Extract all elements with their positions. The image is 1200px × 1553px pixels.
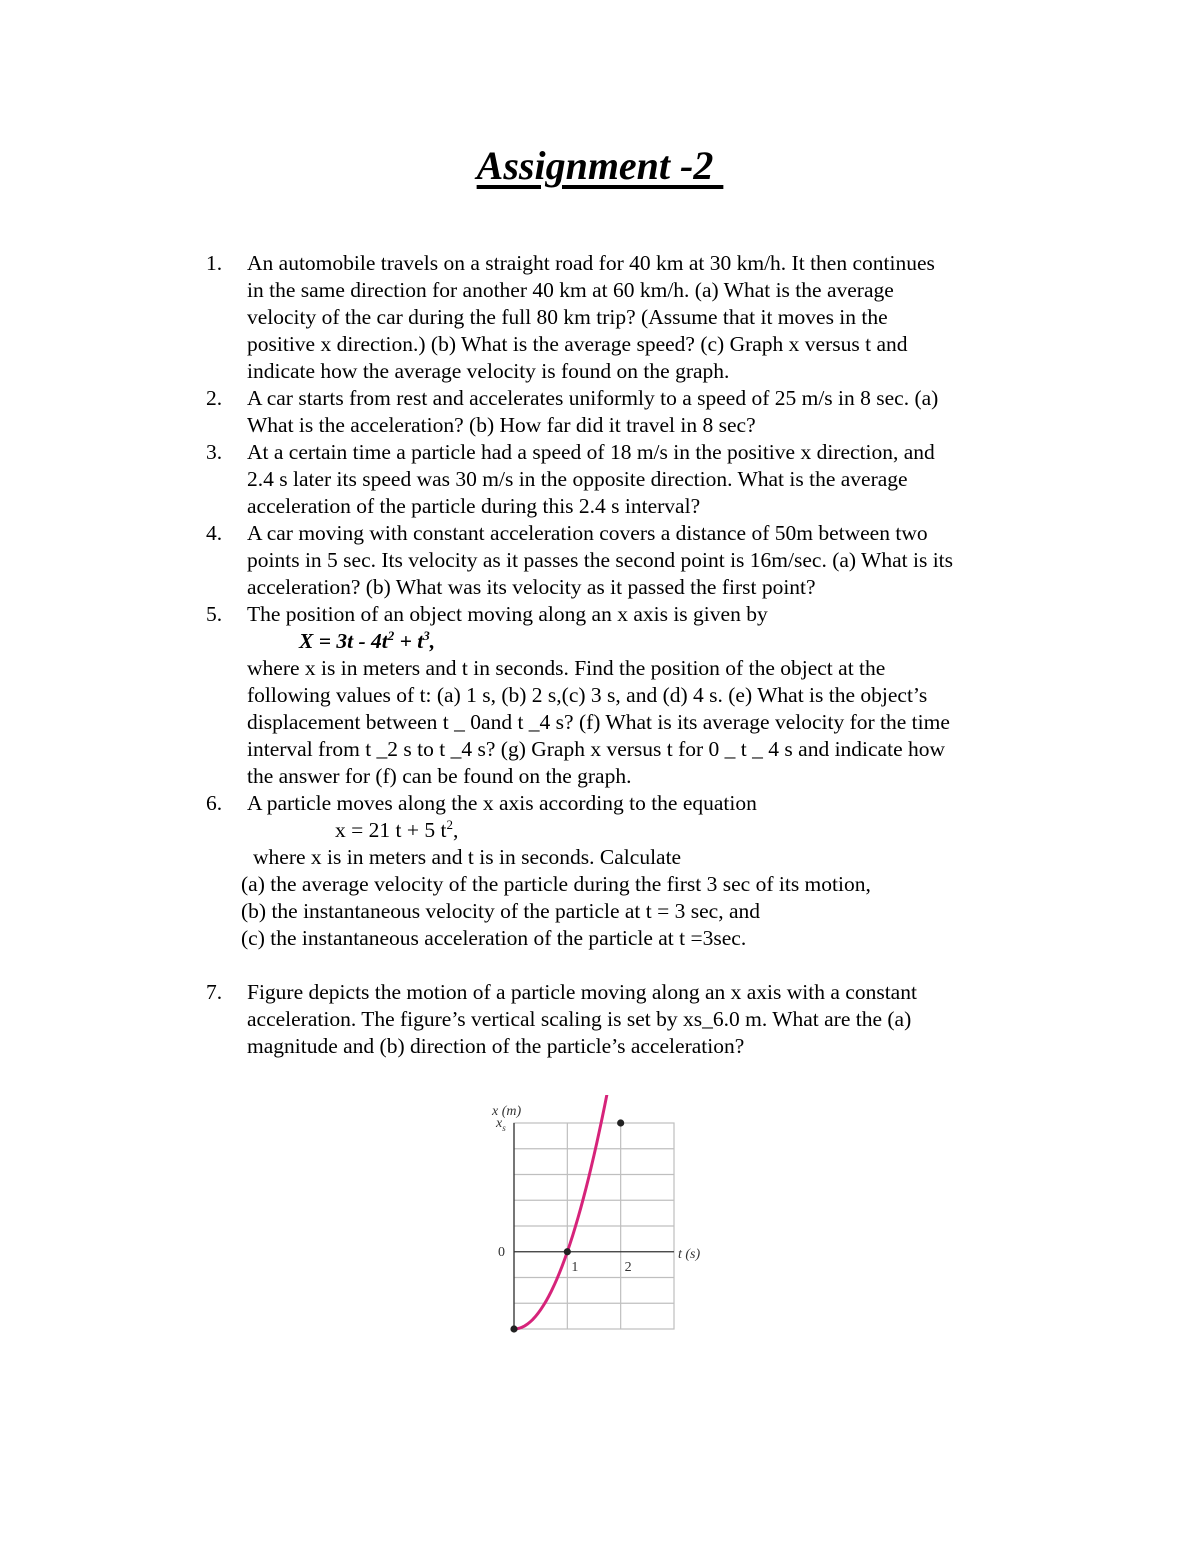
question-2 (206, 385, 1046, 439)
question-text-line: (a) the average velocity of the particle during the first 3 sec of its motion, (241, 872, 871, 896)
question-text-line: (b) the instantaneous velocity of the particle at t = 3 sec, and (241, 899, 760, 923)
x-tick-label: 2 (624, 1259, 632, 1275)
question-text-line: in the same direction for another 40 km at 60 km/h. (a) What is the average (247, 278, 894, 302)
question-text-line: (c) the instantaneous acceleration of the particle at t =3sec. (241, 926, 747, 950)
question-text-line: displacement between t _ 0and t _4 s? (f) What is its average velocity for the time (247, 710, 950, 734)
question-text-line: acceleration of the particle during this 2.4 s interval? (247, 494, 701, 518)
question-text-line: the answer for (f) can be found on the graph. (247, 764, 632, 788)
position-equation: $X = 3t - 4t^2 + t^3$, (299, 627, 436, 653)
question-text-line: The position of an object moving along an x axis is given by (247, 602, 768, 626)
question-text-line: 2.4 s later its speed was 30 m/s in the opposite direction. What is the average (247, 467, 908, 491)
question-3 (206, 439, 1046, 520)
question-text-line: A car starts from rest and accelerates uniformly to a speed of 25 m/s in 8 sec. (a) (247, 386, 939, 410)
question-text-line: A particle moves along the x axis according to the equation (247, 791, 757, 815)
question-text-line: points in 5 sec. Its velocity as it passes the second point is 16m/sec. (a) What is its (247, 548, 954, 572)
question-number: 2. (206, 386, 223, 410)
question-text-line: where x is in meters and t is in seconds. Calculate (253, 845, 682, 869)
question-text-line: following values of t: (a) 1 s, (b) 2 s,(c) 3 s, and (d) 4 s. (e) What is the object’s (247, 683, 928, 707)
y-tick-label: $x_s$ (496, 1116, 506, 1133)
question-number: 1. (206, 251, 223, 275)
question-text-line: A car moving with constant acceleration covers a distance of 50m between two (247, 521, 928, 545)
data-point (510, 1325, 517, 1332)
question-list (206, 250, 1046, 1060)
question-text-line: An automobile travels on a straight road for 40 km at 30 km/h. It then continues (247, 251, 935, 275)
question-number: 7. (206, 980, 223, 1004)
question-text-line: velocity of the car during the full 80 km trip? (Assume that it moves in the (247, 305, 888, 329)
question-number: 6. (206, 791, 223, 815)
motion-equation: x = 21 t + 5 $t^2$, (335, 816, 459, 842)
y-axis-label: x (m) (492, 1104, 522, 1119)
question-text-line: Figure depicts the motion of a particle moving along an x axis with a constant (247, 980, 917, 1004)
question-text-line: where x is in meters and t in seconds. Find the position of the object at the (247, 656, 886, 680)
y-tick-label: 0 (498, 1244, 505, 1260)
question-4 (206, 520, 1046, 601)
x-tick-label: 1 (571, 1259, 579, 1275)
spacer (206, 952, 1046, 979)
data-point (617, 1119, 624, 1126)
question-number: 4. (206, 521, 223, 545)
question-6 (206, 790, 1046, 952)
question-text-line: acceleration? (b) What was its velocity as it passed the first point? (247, 575, 816, 599)
question-text-line: acceleration. The figure’s vertical scaling is set by xs_6.0 m. What are the (a) (247, 1007, 912, 1031)
question-text-line: positive x direction.) (b) What is the average speed? (c) Graph x versus t and (247, 332, 908, 356)
question-text-line: indicate how the average velocity is found on the graph. (247, 359, 730, 383)
data-point (564, 1248, 571, 1255)
question-text-line: At a certain time a particle had a speed of 18 m/s in the positive x direction, and (247, 440, 935, 464)
page-title: Assignment -2 (476, 143, 724, 188)
question-text-line: interval from t _2 s to t _4 s? (g) Graph x versus t for 0 _ t _ 4 s and indicate how (247, 737, 946, 761)
x-axis-label: t (s) (678, 1246, 701, 1262)
question-number: 3. (206, 440, 223, 464)
question-1 (206, 250, 1046, 385)
question-text-line: What is the acceleration? (b) How far did it travel in 8 sec? (247, 413, 756, 437)
question-5 (206, 601, 1046, 790)
question-7 (206, 979, 1046, 1060)
position-time-graph (480, 1095, 730, 1340)
question-text-line: magnitude and (b) direction of the particle’s acceleration? (247, 1034, 745, 1058)
question-number: 5. (206, 602, 223, 626)
y-tick-subscript: s (502, 1123, 506, 1133)
